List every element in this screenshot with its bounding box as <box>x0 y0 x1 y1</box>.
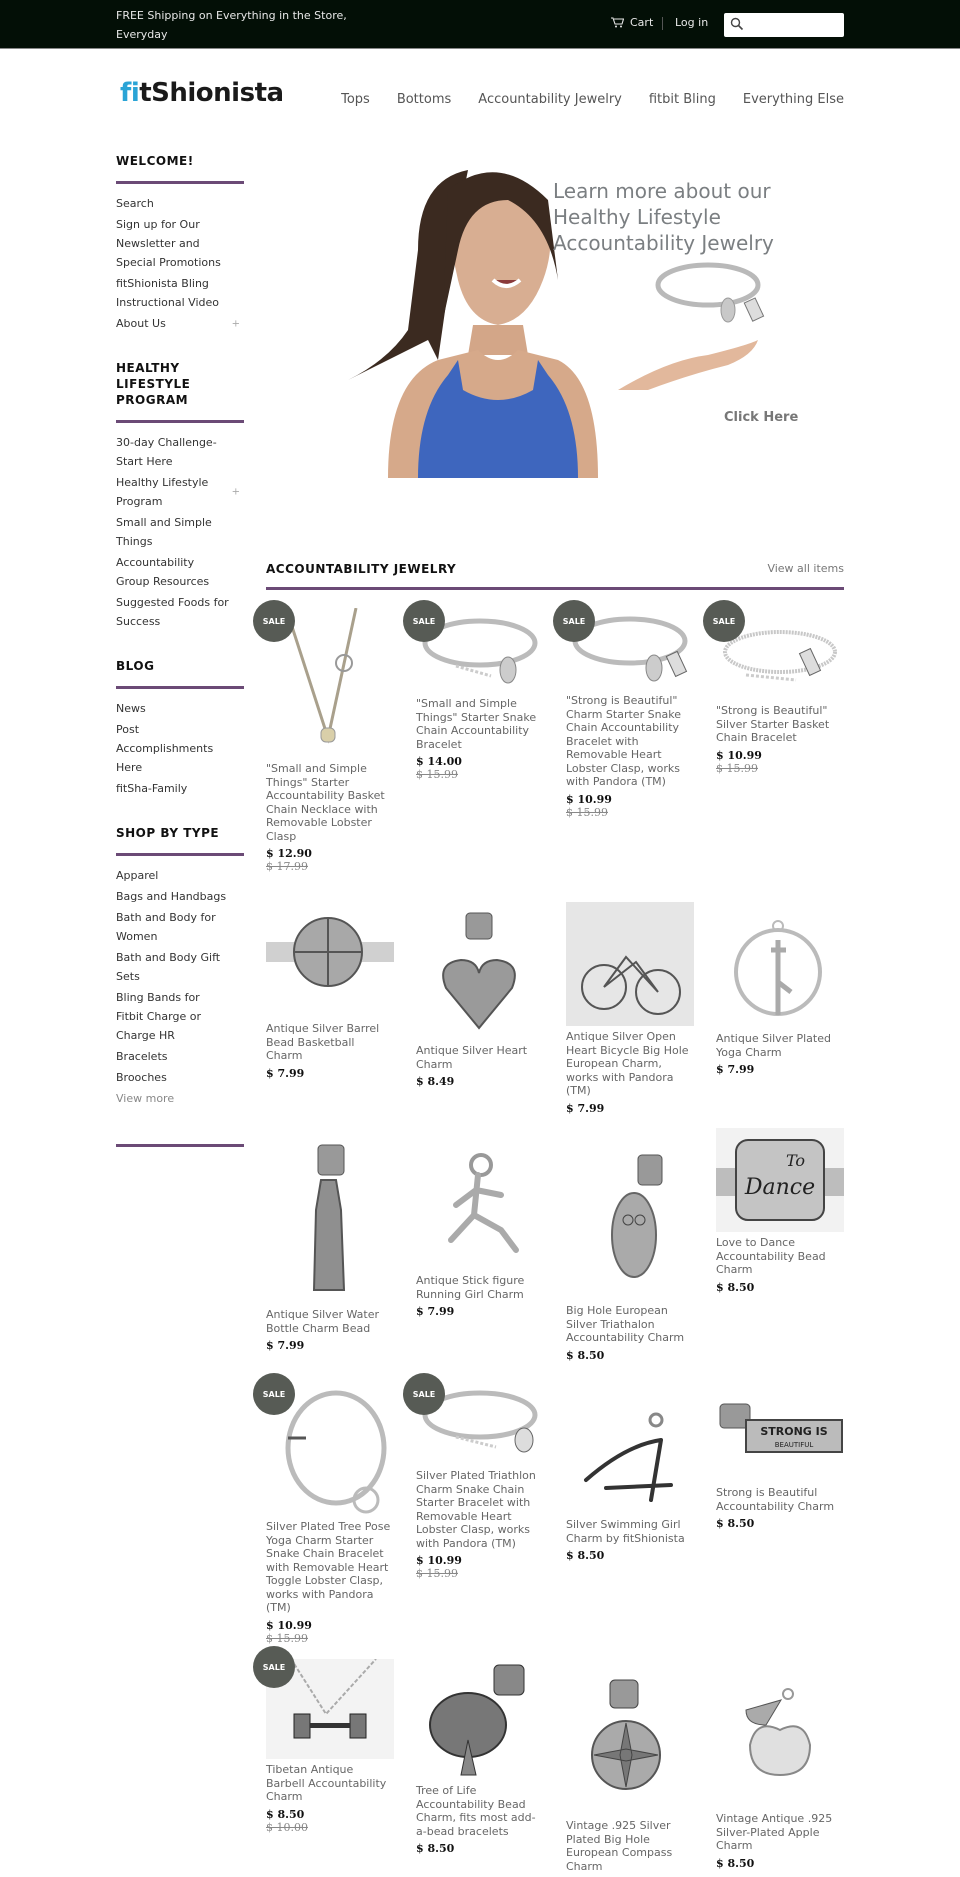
product-card[interactable] <box>566 902 694 1115</box>
sidebar-heading-welcome: WELCOME! <box>116 154 194 168</box>
product-image-heart-charm <box>416 908 544 1040</box>
search-input[interactable] <box>748 15 840 35</box>
sidebar-item-label: Post Accomplishments Here <box>116 723 214 774</box>
product-card[interactable] <box>566 608 694 819</box>
view-more-link[interactable]: View more <box>116 1092 175 1105</box>
logo-text: tShionista <box>139 78 284 108</box>
product-image-swimming-charm <box>566 1390 694 1514</box>
product-name: "Small and Simple Things" Starter Snake Chain Accountability Bracelet <box>416 697 537 751</box>
hero-hand-image <box>608 330 768 390</box>
nav-tops[interactable]: Tops <box>341 92 370 107</box>
sidebar <box>116 150 244 1147</box>
expand-plus-icon[interactable]: + <box>231 318 240 329</box>
product-card[interactable] <box>716 1390 844 1530</box>
sidebar-item-apparel[interactable] <box>116 866 244 885</box>
sale-badge: SALE <box>253 1373 295 1415</box>
section-title: ACCOUNTABILITY JEWELRY <box>266 562 457 576</box>
product-card[interactable] <box>716 910 844 1076</box>
product-name: Love to Dance Accountability Bead Charm <box>716 1236 826 1276</box>
search-icon <box>730 17 744 31</box>
sidebar-item-bath-body-women[interactable] <box>116 908 244 946</box>
product-name: Silver Plated Tree Pose Yoga Charm Starter Snake Chain Bracelet with Removable Heart Toggle Lobster Clasp, works with Pandora (TM) <box>266 1520 391 1614</box>
sidebar-heading-healthy-lifestyle: HEALTHY LIFESTYLE PROGRAM <box>116 361 191 407</box>
sale-badge: SALE <box>403 600 445 642</box>
sidebar-item-newsletter[interactable] <box>116 215 244 272</box>
product-image-love-to-dance-charm <box>716 1128 844 1232</box>
product-price: $ 8.50 <box>416 1842 455 1855</box>
product-original-price: $ 10.00 <box>266 1820 308 1834</box>
product-price: $ 10.99 <box>716 748 762 762</box>
product-card[interactable] <box>716 1128 844 1294</box>
sidebar-item-label: Brooches <box>116 1071 167 1084</box>
svg-text:Dance: Dance <box>744 1175 816 1200</box>
sidebar-item-label: News <box>116 702 146 715</box>
product-original-price: $ 17.99 <box>266 860 308 873</box>
sale-badge: SALE <box>553 600 595 642</box>
divider <box>116 1144 244 1147</box>
sidebar-item-fitsha-family[interactable] <box>116 779 244 798</box>
product-name: "Small and Simple Things" Starter Accountability Basket Chain Necklace with Removable Lobster Clasp <box>266 762 385 843</box>
sidebar-item-about-us[interactable] <box>116 314 244 333</box>
main-nav <box>341 92 844 107</box>
product-card[interactable] <box>416 1660 544 1855</box>
product-image-apple-charm <box>716 1680 844 1808</box>
product-name: Antique Stick figure Running Girl Charm <box>416 1274 525 1301</box>
product-name: Tree of Life Accountability Bead Charm, fits most add-a-bead bracelets <box>416 1784 536 1838</box>
divider <box>116 686 244 689</box>
hero-banner[interactable] <box>308 160 844 478</box>
product-image-strong-is-beautiful-charm <box>716 1390 844 1482</box>
cart-label: Cart <box>630 16 654 29</box>
product-name: Tibetan Antique Barbell Accountability Charm <box>266 1763 387 1803</box>
sidebar-item-suggested-foods[interactable] <box>116 593 244 631</box>
product-name: Vintage .925 Silver Plated Big Hole European Compass Charm <box>566 1819 673 1873</box>
product-original-price: $ 15.99 <box>566 805 608 819</box>
product-price: $ 7.99 <box>416 1305 455 1318</box>
product-image-running-girl-charm <box>416 1140 544 1270</box>
sidebar-item-bling-video[interactable] <box>116 274 244 312</box>
product-image-tree-of-life-charm <box>416 1660 544 1780</box>
product-image-triathlon-charm <box>566 1140 694 1300</box>
product-image-bicycle-charm <box>566 902 694 1026</box>
cart-link[interactable] <box>611 16 653 29</box>
product-price: $ 7.99 <box>716 1063 755 1076</box>
sidebar-item-bling-bands[interactable] <box>116 988 244 1045</box>
divider <box>116 853 244 856</box>
top-bar <box>0 0 960 49</box>
sidebar-heading-blog: BLOG <box>116 659 155 673</box>
product-image-basketball-charm <box>266 900 394 1018</box>
sidebar-item-label: Small and Simple Things <box>116 516 212 548</box>
product-name: Strong is Beautiful Accountability Charm <box>716 1486 835 1513</box>
product-name: Antique Silver Plated Yoga Charm <box>716 1032 831 1059</box>
sidebar-item-healthy-lifestyle-program[interactable] <box>116 473 244 511</box>
product-original-price: $ 15.99 <box>266 1631 308 1645</box>
product-price: $ 10.99 <box>416 1554 462 1567</box>
sidebar-item-label: Bags and Handbags <box>116 890 227 903</box>
product-name: Antique Silver Water Bottle Charm Bead <box>266 1308 379 1335</box>
sidebar-item-accountability-group[interactable] <box>116 553 244 591</box>
logo-f: f <box>120 78 131 108</box>
sidebar-item-label: Bling Bands for Fitbit Charge or Charge HR <box>116 991 201 1042</box>
logo-figure: i <box>130 78 140 108</box>
product-original-price: $ 15.99 <box>416 1567 458 1580</box>
product-card[interactable] <box>266 1388 394 1645</box>
product-card[interactable] <box>416 1140 544 1318</box>
product-price: $ 8.50 <box>716 1280 755 1294</box>
sale-badge: SALE <box>253 1646 295 1688</box>
product-card[interactable] <box>716 1680 844 1870</box>
hero-bracelet-image <box>653 255 783 335</box>
product-price: $ 8.50 <box>566 1549 605 1562</box>
product-image-yoga-charm <box>716 910 844 1028</box>
product-image-water-bottle-charm <box>266 1140 394 1304</box>
sidebar-item-post-accomplishments[interactable] <box>116 720 244 777</box>
product-card[interactable] <box>266 900 394 1080</box>
sidebar-item-bath-body-gift-sets[interactable] <box>116 948 244 986</box>
sidebar-item-label: 30-day Challenge- Start Here <box>116 436 217 468</box>
sidebar-heading-shop-by-type: SHOP BY TYPE <box>116 826 220 840</box>
sale-badge: SALE <box>253 600 295 642</box>
product-name: Antique Silver Heart Charm <box>416 1044 528 1071</box>
sidebar-item-small-simple-things[interactable] <box>116 513 244 551</box>
product-price: $ 8.50 <box>716 1856 755 1870</box>
product-name: Antique Silver Open Heart Bicycle Big Hole European Charm, works with Pandora (TM) <box>566 1030 689 1097</box>
svg-text:BEAUTIFUL: BEAUTIFUL <box>774 1441 814 1449</box>
sidebar-item-news[interactable] <box>116 699 244 718</box>
sale-badge: SALE <box>703 600 745 642</box>
nav-bottoms[interactable]: Bottoms <box>396 92 452 107</box>
hero-headline: Learn more about our Healthy Lifestyle Accountability Jewelry <box>553 179 774 255</box>
sidebar-item-label: Sign up for Our Newsletter and Special Promotions <box>116 218 221 269</box>
search-box[interactable] <box>724 13 844 37</box>
product-card[interactable] <box>566 1390 694 1562</box>
sidebar-item-bags[interactable] <box>116 887 244 906</box>
product-card[interactable] <box>416 1385 544 1580</box>
divider <box>662 17 663 30</box>
cart-icon <box>611 17 624 28</box>
section-header <box>266 560 844 590</box>
product-original-price: $ 15.99 <box>716 761 758 775</box>
sidebar-item-brooches[interactable] <box>116 1068 244 1087</box>
product-price: $ 12.90 <box>266 847 312 860</box>
sidebar-item-label: Suggested Foods for Success <box>116 596 229 628</box>
product-name: "Strong is Beautiful" Charm Starter Snake Chain Accountability Bracelet with Removable Heart Lobster Clasp, works with Pandora (TM) <box>566 694 682 788</box>
sidebar-item-label: About Us <box>116 317 166 330</box>
expand-plus-icon[interactable]: + <box>231 486 240 498</box>
product-image-compass-charm <box>566 1675 694 1815</box>
hero-click-here-button[interactable]: Click Here <box>724 410 799 425</box>
view-all-items-link[interactable]: View all items <box>767 562 844 575</box>
sidebar-item-label: Bracelets <box>116 1050 168 1063</box>
product-card[interactable] <box>566 1675 694 1877</box>
divider <box>116 181 244 184</box>
product-card[interactable] <box>716 620 844 775</box>
product-original-price: $ 15.99 <box>416 768 458 781</box>
product-card[interactable] <box>566 1140 694 1362</box>
product-name: Silver Swimming Girl Charm by fitShionista <box>566 1518 685 1545</box>
sidebar-item-bracelets[interactable] <box>116 1047 244 1066</box>
shipping-announcement: FREE Shipping on Everything in the Store, Everyday <box>116 9 347 41</box>
login-link[interactable]: Log in <box>675 16 709 29</box>
sale-badge: SALE <box>403 1373 445 1415</box>
product-name: "Strong is Beautiful" Silver Starter Basket Chain Bracelet <box>716 704 830 744</box>
sidebar-item-30-day-challenge[interactable] <box>116 433 244 471</box>
site-logo[interactable] <box>120 78 284 108</box>
product-card[interactable] <box>266 1140 394 1352</box>
product-name: Vintage Antique .925 Silver-Plated Apple Charm <box>716 1812 833 1852</box>
sidebar-item-label: fitShionista Bling Instructional Video <box>116 277 219 309</box>
svg-text:STRONG IS: STRONG IS <box>760 1425 828 1438</box>
product-price: $ 8.50 <box>566 1348 605 1362</box>
product-price: $ 7.99 <box>266 1339 305 1352</box>
product-price: $ 10.99 <box>566 792 612 806</box>
sidebar-item-label: Healthy Lifestyle Program <box>116 476 209 508</box>
product-price: $ 8.50 <box>266 1807 305 1821</box>
product-card[interactable] <box>416 908 544 1088</box>
sidebar-item-label: Apparel <box>116 869 159 882</box>
sidebar-item-label: Search <box>116 197 154 210</box>
product-card[interactable] <box>266 1659 394 1834</box>
sidebar-item-search[interactable] <box>116 194 244 213</box>
product-price: $ 10.99 <box>266 1618 312 1632</box>
sidebar-item-label: Bath and Body Gift Sets <box>116 951 221 983</box>
product-name: Big Hole European Silver Triathalon Accountability Charm <box>566 1304 685 1344</box>
nav-everything-else[interactable]: Everything Else <box>742 92 844 107</box>
sidebar-item-label: fitSha-Family <box>116 782 188 795</box>
product-name: Silver Plated Triathlon Charm Snake Chain Starter Bracelet with Removable Heart Lobster Clasp, works with Pandora (TM) <box>416 1469 536 1550</box>
nav-accountability-jewelry[interactable]: Accountability Jewelry <box>478 92 622 107</box>
divider <box>116 420 244 423</box>
product-name: Antique Silver Barrel Bead Basketball Charm <box>266 1022 380 1062</box>
product-price: $ 14.00 <box>416 755 462 768</box>
product-price: $ 7.99 <box>566 1101 605 1115</box>
product-card[interactable] <box>266 608 394 873</box>
nav-fitbit-bling[interactable]: fitbit Bling <box>648 92 716 107</box>
svg-text:To: To <box>786 1151 806 1170</box>
sidebar-item-label: Accountability Group Resources <box>116 556 210 588</box>
product-price: $ 8.49 <box>416 1075 455 1088</box>
sidebar-item-label: Bath and Body for Women <box>116 911 216 943</box>
product-price: $ 8.50 <box>716 1517 755 1530</box>
product-price: $ 7.99 <box>266 1066 305 1080</box>
